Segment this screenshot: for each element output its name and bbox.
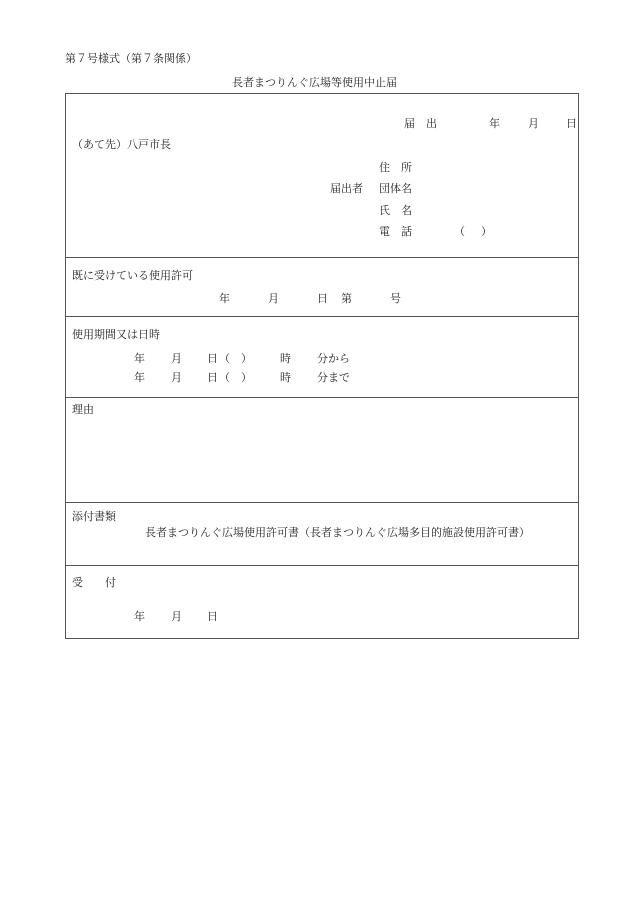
permit-go: 号 (390, 292, 401, 305)
period-start-weekday: （ ） (219, 352, 252, 365)
reception-month: 月 (171, 610, 182, 623)
form-title: 長者まつりんぐ広場等使用中止届 (232, 76, 397, 89)
notice-label: 届 出 (404, 117, 437, 130)
reception-section (66, 566, 578, 638)
attachments-heading: 添付書類 (72, 510, 116, 523)
period-end-minute: 分まで (317, 371, 350, 384)
period-end-day: 日 (207, 371, 218, 384)
period-start-minute: 分から (317, 352, 350, 365)
period-start-day: 日 (207, 352, 218, 365)
attachments-section (66, 503, 578, 565)
period-start-year: 年 (134, 352, 145, 365)
phone-paren-close: ） (481, 225, 492, 238)
phone-label: 電 話 (379, 225, 412, 238)
notice-month: 月 (528, 117, 539, 130)
phone-paren-open: （ (454, 225, 465, 238)
reason-section (66, 398, 578, 502)
org-label: 団体名 (379, 182, 412, 195)
period-start-hour: 時 (280, 352, 291, 365)
permit-heading: 既に受けている使用許可 (72, 269, 193, 282)
permit-year: 年 (219, 292, 230, 305)
reason-heading: 理由 (72, 403, 94, 416)
period-end-weekday: （ ） (219, 371, 252, 384)
name-label: 氏 名 (379, 204, 412, 217)
permit-day: 日 (317, 292, 328, 305)
period-end-month: 月 (171, 371, 182, 384)
reception-heading: 受 付 (72, 576, 116, 589)
attachments-text: 長者まつりんぐ広場使用許可書（長者まつりんぐ広場多目的施設使用許可書） (145, 526, 530, 539)
period-end-year: 年 (134, 371, 145, 384)
address-label: 住 所 (379, 161, 412, 174)
period-section (66, 317, 578, 397)
notice-year: 年 (489, 117, 500, 130)
permit-month: 月 (268, 292, 279, 305)
submitter-label: 届出者 (330, 182, 363, 195)
form-number: 第７号様式（第７条関係） (65, 52, 197, 65)
reception-year: 年 (134, 610, 145, 623)
form-table (65, 93, 579, 639)
period-end-hour: 時 (280, 371, 291, 384)
permit-section (66, 258, 578, 316)
period-start-month: 月 (171, 352, 182, 365)
permit-dai: 第 (341, 292, 352, 305)
addressee: （あて先）八戸市長 (72, 138, 171, 151)
applicant-section (66, 94, 578, 257)
notice-day: 日 (566, 117, 577, 130)
reception-day: 日 (207, 610, 218, 623)
period-heading: 使用期間又は日時 (72, 328, 160, 341)
